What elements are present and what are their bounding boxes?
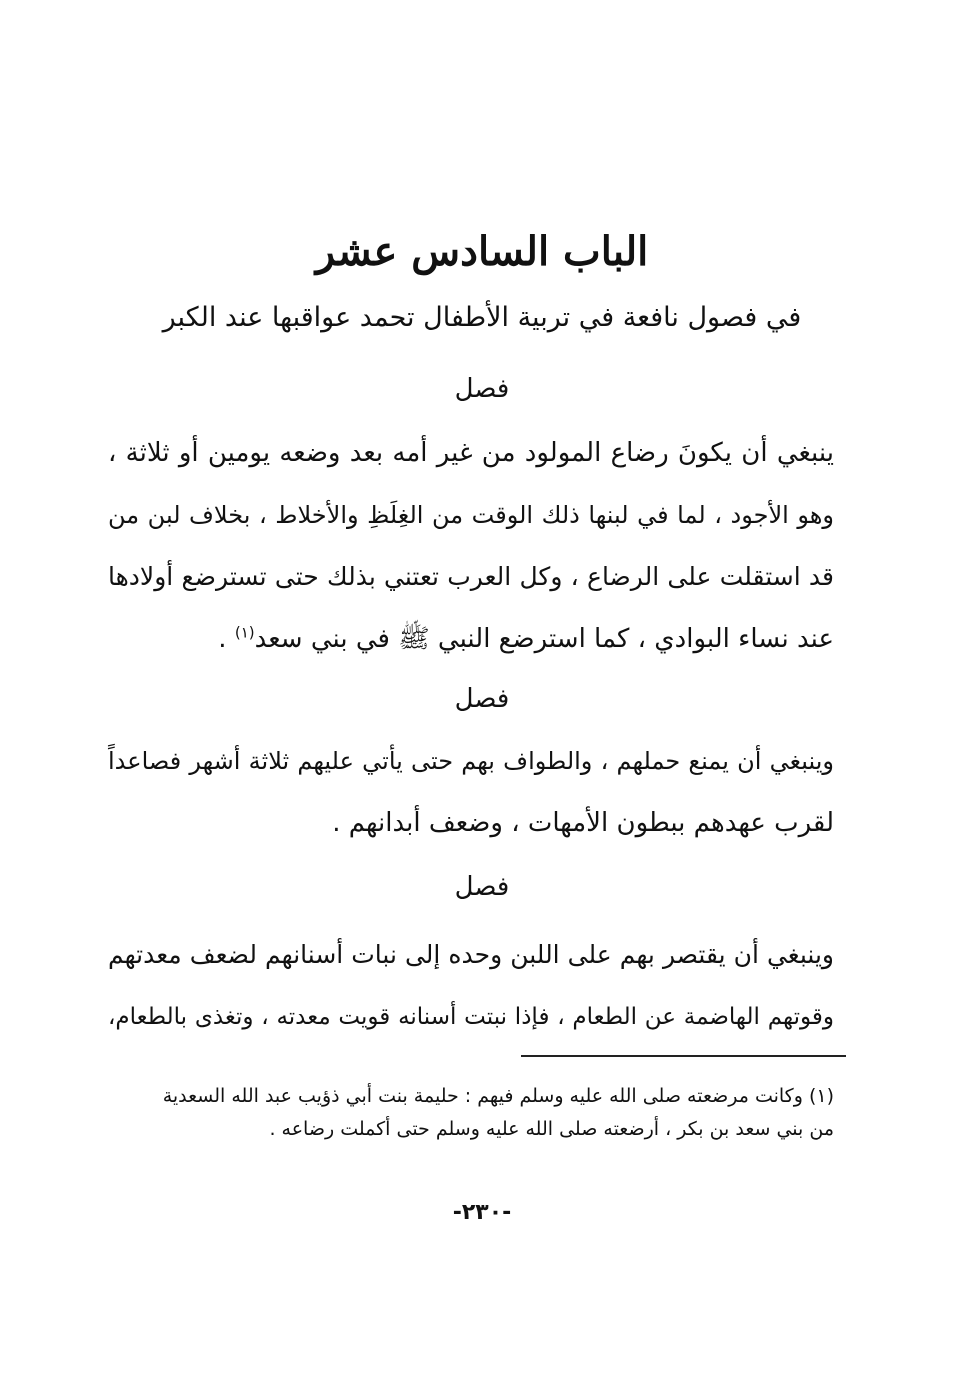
- section-heading: فصل: [454, 872, 510, 902]
- footnote-line: من بني سعد بن بكر ، أرضعته صلى الله عليه وسلم حتى أكملت رضاعه .: [269, 1118, 834, 1140]
- chapter-subtitle: في فصول نافعة في تربية الأطفال تحمد عواقبها عند الكبر: [162, 302, 802, 333]
- paragraph-line: ينبغي أن يكونَ رضاع المولود من غير أمه بعد وضعه يومين أو ثلاثة ،: [108, 438, 834, 468]
- footnote-line: (١) وكانت مرضعته صلى الله عليه وسلم فيهم : حليمة بنت أبي ذؤيب عبد الله السعدية: [162, 1085, 834, 1107]
- paragraph-line-text: عند نساء البوادي ، كما استرضع النبي ﷺ في بني سعد: [254, 624, 834, 654]
- section-heading: فصل: [454, 684, 510, 714]
- paragraph-line: وهو الأجود ، لما في لبنها ذلك الوقت من الغِلَظِ والأخلاط ، بخلاف لبن من: [108, 501, 834, 529]
- footnotes: [108, 1080, 834, 1146]
- section-2-body: [108, 730, 834, 854]
- paragraph-line: [108, 608, 834, 670]
- paragraph-line-end: .: [218, 624, 235, 654]
- section-3-body: [108, 924, 834, 1048]
- paragraph-line: وينبغي أن يمنع حملهم ، والطواف بهم حتى يأتي عليهم ثلاثة أشهر فصاعداً: [108, 747, 834, 775]
- section-heading: فصل: [454, 374, 510, 404]
- paragraph-line: قد استقلت على الرضاع ، وكل العرب تعتني بذلك حتى تسترضع أولادها: [108, 562, 834, 591]
- page-number: -٢٣٠-: [452, 1200, 512, 1225]
- paragraph-line: وينبغي أن يقتصر بهم على اللبن وحده إلى نبات أسنانهم لضعف معدتهم: [108, 940, 834, 969]
- footnote-divider: [521, 1055, 846, 1057]
- chapter-title: الباب السادس عشر: [315, 228, 649, 275]
- paragraph-line: لقرب عهدهم ببطون الأمهات ، وضعف أبدانهم .: [332, 808, 834, 838]
- paragraph-line: وقوتهم الهاضمة عن الطعام ، فإذا نبتت أسنانه قويت معدته ، وتغذى بالطعام،: [108, 1004, 834, 1030]
- section-1-body: [108, 422, 834, 670]
- footnote-reference: (١): [234, 623, 255, 642]
